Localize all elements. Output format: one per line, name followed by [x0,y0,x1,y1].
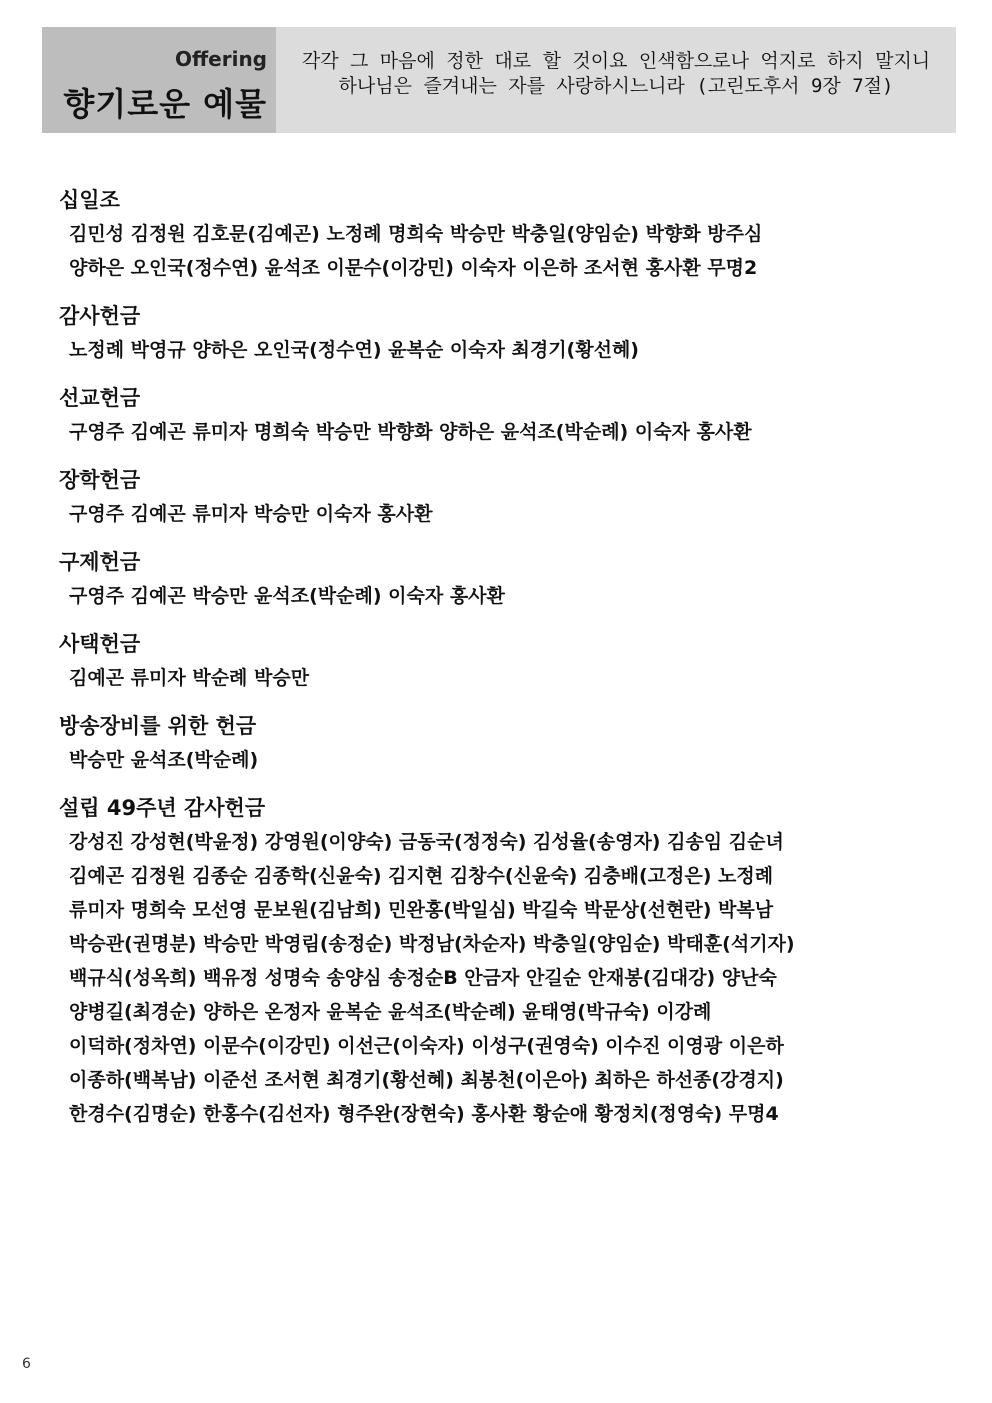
names-line: 구영주 김예곤 박승만 윤석조(박순례) 이숙자 홍사환 [69,585,505,607]
names-line: 이덕하(정차연) 이문수(이강민) 이선근(이숙자) 이성구(권영숙) 이수진 이영광 이은하 [69,1035,784,1057]
verse-line: 각각 그 마음에 정한 대로 할 것이요 인색함으로나 억지로 하지 말지니 [301,50,931,72]
names-line: 백규식(성옥희) 백유정 성명숙 송양심 송정순B 안금자 안길순 안재봉(김대강) 양난숙 [69,967,777,989]
names-line: 김민성 김정원 김호문(김예곤) 노정례 명희숙 박승만 박충일(양임순) 박향화 방주심 [69,223,763,245]
page-number: 6 [22,1356,31,1372]
names-line: 양하은 오인국(정수연) 윤석조 이문수(이강민) 이숙자 이은하 조서현 홍사환 무명2 [69,257,758,279]
offering-list [59,183,939,1145]
section-parsonage [59,627,939,695]
names-line: 양병길(최경순) 양하은 온정자 윤복순 윤석조(박순례) 윤태영(박규숙) 이강례 [69,1001,712,1023]
names-line: 박승관(권명분) 박승만 박영림(송정순) 박정남(차순자) 박충일(양임순) 박태훈(석기자) [69,933,795,955]
section-thanksgiving [59,299,939,367]
names-line: 노정례 박영규 양하은 오인국(정수연) 윤복순 이숙자 최경기(황선혜) [69,339,639,361]
names-line: 류미자 명희숙 모선영 문보원(김남희) 민완홍(박일심) 박길숙 박문상(선현란) 박복남 [69,899,774,921]
section-title: 감사헌금 [59,304,141,328]
section-title: 구제헌금 [59,550,141,574]
names-line: 구영주 김예곤 류미자 명희숙 박승만 박향화 양하은 윤석조(박순례) 이숙자 홍사환 [69,421,752,443]
section-anniversary [59,791,939,1131]
names-line: 박승만 윤석조(박순례) [69,749,259,771]
section-scholarship [59,463,939,531]
names-line: 김예곤 김정원 김종순 김종학(신윤숙) 김지현 김창수(신윤숙) 김충배(고정은) 노정례 [69,865,774,887]
section-title: 십일조 [59,188,120,212]
section-broadcast-equipment [59,709,939,777]
header-title-box [42,27,276,133]
section-tithe [59,183,939,285]
header-subtitle: Offering [174,47,267,71]
names-line: 구영주 김예곤 류미자 박승만 이숙자 홍사환 [69,503,433,525]
names-line: 김예곤 류미자 박순례 박승만 [69,667,310,689]
header-title: 향기로운 예물 [63,85,267,123]
section-mission [59,381,939,449]
section-title: 방송장비를 위한 헌금 [59,714,257,738]
names-line: 강성진 강성현(박윤정) 강영원(이양숙) 금동국(정정숙) 김성율(송영자) 김송임 김순녀 [69,831,784,853]
offering-header [42,27,956,133]
section-title: 장학헌금 [59,468,141,492]
verse-line: 하나님은 즐겨내는 자를 사랑하시느니라 (고린도후서 9장 7절) [338,75,894,97]
section-title: 사택헌금 [59,632,141,656]
names-line: 이종하(백복남) 이준선 조서현 최경기(황선혜) 최봉천(이은아) 최하은 하선종(강경지) [69,1069,784,1091]
bible-verse [276,27,956,133]
section-relief [59,545,939,613]
section-title: 선교헌금 [59,386,141,410]
section-title: 설립 49주년 감사헌금 [59,796,266,820]
names-line: 한경수(김명순) 한홍수(김선자) 형주완(장현숙) 홍사환 황순애 황정치(정영숙) 무명4 [69,1103,779,1125]
